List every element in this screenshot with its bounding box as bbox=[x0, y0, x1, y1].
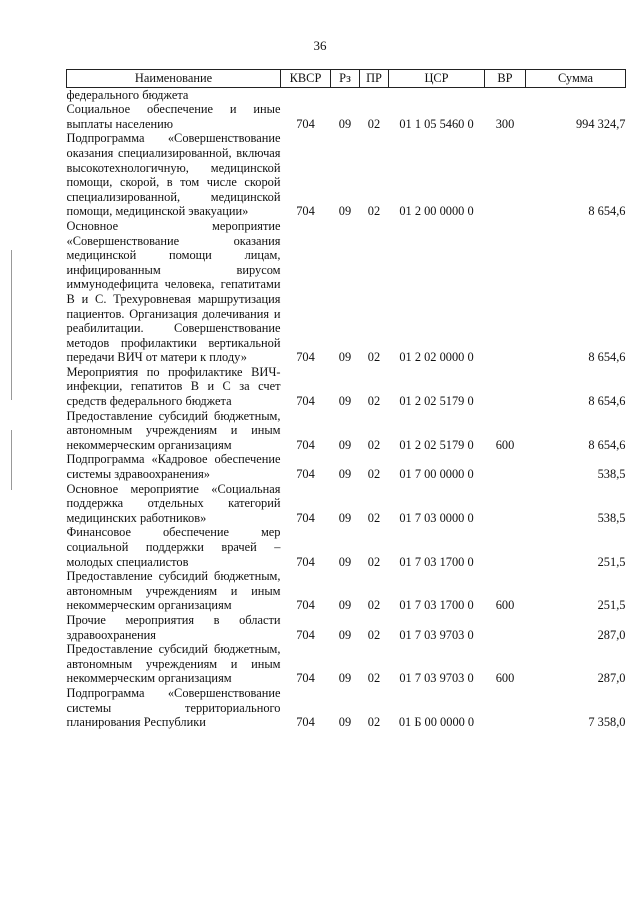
row-vr-cell: 600 bbox=[495, 671, 515, 686]
row-rz-cell: 09 bbox=[338, 116, 352, 131]
row-rz-cell: 09 bbox=[338, 715, 352, 730]
row-rz-cell: 09 bbox=[338, 467, 352, 482]
row-vr-cell: 600 bbox=[495, 437, 515, 452]
row-rz-cell: 09 bbox=[338, 627, 352, 642]
row-rz-cell bbox=[331, 87, 360, 102]
row-csr-cell: 01 7 03 9703 0 bbox=[399, 671, 474, 686]
table-row bbox=[67, 102, 626, 131]
row-vr-cell bbox=[485, 613, 526, 642]
row-vr-cell bbox=[485, 482, 526, 526]
row-name-cell: Предоставление субсидий бюджетным, автономным учреждениям и иным некоммерческим организациям bbox=[66, 408, 281, 452]
row-vr-cell: 300 bbox=[495, 116, 515, 131]
row-sum-cell: 8 654,6 bbox=[588, 394, 626, 409]
row-sum-cell: 8 654,6 bbox=[588, 204, 626, 219]
row-csr-cell: 01 7 03 9703 0 bbox=[399, 627, 474, 642]
row-csr-cell: 01 7 03 1700 0 bbox=[399, 554, 474, 569]
row-rz-cell: 09 bbox=[338, 554, 352, 569]
row-kvsr-cell: 704 bbox=[296, 627, 315, 642]
row-vr-cell bbox=[485, 219, 526, 365]
row-vr-cell: 600 bbox=[495, 598, 515, 613]
table-row bbox=[67, 365, 626, 409]
row-pr-cell bbox=[360, 87, 389, 102]
page-number: 36 bbox=[313, 38, 327, 53]
row-csr-cell: 01 1 05 5460 0 bbox=[399, 116, 474, 131]
row-rz-cell: 09 bbox=[338, 510, 352, 525]
row-vr-cell bbox=[485, 87, 526, 102]
row-csr-cell: 01 7 03 0000 0 bbox=[399, 510, 474, 525]
row-pr-cell: 02 bbox=[367, 350, 381, 365]
row-vr-cell bbox=[485, 686, 526, 730]
row-rz-cell: 09 bbox=[338, 598, 352, 613]
row-name-cell: Предоставление субсидий бюджетным, автономным учреждениям и иным некоммерческим организациям bbox=[66, 569, 281, 613]
row-vr-cell bbox=[485, 131, 526, 219]
row-pr-cell: 02 bbox=[367, 598, 381, 613]
row-kvsr-cell: 704 bbox=[296, 437, 315, 452]
row-rz-cell: 09 bbox=[338, 204, 352, 219]
row-pr-cell: 02 bbox=[367, 554, 381, 569]
row-pr-cell: 02 bbox=[367, 116, 381, 131]
row-csr-cell: 01 Б 00 0000 0 bbox=[398, 715, 475, 730]
row-kvsr-cell: 704 bbox=[296, 350, 315, 365]
row-sum-cell: 538,5 bbox=[597, 467, 626, 482]
row-pr-cell: 02 bbox=[367, 394, 381, 409]
scan-artifact bbox=[11, 430, 12, 490]
table-row bbox=[67, 219, 626, 365]
row-pr-cell: 02 bbox=[367, 715, 381, 730]
row-sum-cell bbox=[526, 87, 626, 102]
row-name-cell: федерального бюджета bbox=[66, 87, 189, 102]
row-sum-cell: 8 654,6 bbox=[588, 437, 626, 452]
row-kvsr-cell: 704 bbox=[296, 467, 315, 482]
row-name-cell: Прочие мероприятия в области здравоохранения bbox=[66, 612, 281, 642]
row-pr-cell: 02 bbox=[367, 627, 381, 642]
budget-table bbox=[66, 69, 626, 730]
row-csr-cell: 01 7 03 1700 0 bbox=[399, 598, 474, 613]
row-name-cell: Основное мероприятие «Социальная поддержка отдельных категорий медицинских работников» bbox=[66, 481, 281, 525]
row-sum-cell: 251,5 bbox=[597, 598, 626, 613]
row-csr-cell bbox=[389, 87, 485, 102]
row-kvsr-cell: 704 bbox=[296, 204, 315, 219]
row-pr-cell: 02 bbox=[367, 510, 381, 525]
row-name-cell: Социальное обеспечение и иные выплаты населению bbox=[66, 102, 281, 131]
column-header-kvsr: КВСР bbox=[281, 70, 331, 88]
row-name-cell: Предоставление субсидий бюджетным, автономным учреждениям и иным некоммерческим организациям bbox=[66, 642, 281, 686]
table-row bbox=[67, 452, 626, 481]
row-name-cell: Основное мероприятие «Совершенствование оказания медицинской помощи лицам, инфицированным вирусом иммунодефицита человека, гепатитами В и С. Трехуровневая маршрутизация пациентов. Организация долечивания и реабилитации. Совершенствование методов профилактики вертикальной передачи ВИЧ от матери к плоду» bbox=[66, 218, 281, 365]
row-kvsr-cell: 704 bbox=[296, 715, 315, 730]
row-sum-cell: 994 324,7 bbox=[575, 116, 626, 131]
row-name-cell: Финансовое обеспечение мер социальной поддержки врачей – молодых специалистов bbox=[66, 525, 281, 569]
row-kvsr-cell: 704 bbox=[296, 598, 315, 613]
table-row bbox=[67, 409, 626, 453]
row-pr-cell: 02 bbox=[367, 671, 381, 686]
table-row bbox=[67, 686, 626, 730]
table-row bbox=[67, 613, 626, 642]
row-rz-cell: 09 bbox=[338, 394, 352, 409]
row-kvsr-cell: 704 bbox=[296, 394, 315, 409]
row-name-cell: Подпрограмма «Совершенствование системы территориального планирования Республики bbox=[66, 685, 281, 730]
row-sum-cell: 287,0 bbox=[597, 671, 626, 686]
row-rz-cell: 09 bbox=[338, 350, 352, 365]
row-kvsr-cell: 704 bbox=[296, 554, 315, 569]
table-row bbox=[67, 569, 626, 613]
table-header bbox=[67, 70, 626, 88]
row-name-cell: Подпрограмма «Кадровое обеспечение системы здравоохранения» bbox=[66, 452, 281, 482]
column-header-sum: Сумма bbox=[526, 70, 626, 88]
column-header-pr: ПР bbox=[360, 70, 389, 88]
row-vr-cell bbox=[485, 525, 526, 569]
row-kvsr-cell bbox=[281, 87, 331, 102]
row-rz-cell: 09 bbox=[338, 437, 352, 452]
row-csr-cell: 01 2 02 5179 0 bbox=[399, 437, 474, 452]
table-row bbox=[67, 525, 626, 569]
row-pr-cell: 02 bbox=[367, 437, 381, 452]
column-header-name: Наименование bbox=[67, 70, 281, 88]
column-header-vr: ВР bbox=[485, 70, 526, 88]
row-csr-cell: 01 2 00 0000 0 bbox=[399, 204, 474, 219]
row-kvsr-cell: 704 bbox=[296, 671, 315, 686]
table-row bbox=[67, 87, 626, 102]
row-sum-cell: 8 654,6 bbox=[588, 350, 626, 365]
row-csr-cell: 01 7 00 0000 0 bbox=[399, 467, 474, 482]
table-row bbox=[67, 482, 626, 526]
column-header-csr: ЦСР bbox=[389, 70, 485, 88]
row-kvsr-cell: 704 bbox=[296, 510, 315, 525]
row-pr-cell: 02 bbox=[367, 204, 381, 219]
row-vr-cell bbox=[485, 365, 526, 409]
row-name-cell: Подпрограмма «Совершенствование оказания специализированной, включая высокотехнологичную, медицинской помощи, скорой, в том числе скорой специализированной, медицинской помощи, медицинской эвакуации» bbox=[66, 131, 281, 219]
row-sum-cell: 287,0 bbox=[597, 627, 626, 642]
row-sum-cell: 251,5 bbox=[597, 554, 626, 569]
row-csr-cell: 01 2 02 5179 0 bbox=[399, 394, 474, 409]
row-kvsr-cell: 704 bbox=[296, 116, 315, 131]
row-rz-cell: 09 bbox=[338, 671, 352, 686]
row-csr-cell: 01 2 02 0000 0 bbox=[399, 350, 474, 365]
scan-artifact bbox=[11, 250, 12, 400]
table-row bbox=[67, 642, 626, 686]
column-header-rz: Рз bbox=[331, 70, 360, 88]
row-sum-cell: 538,5 bbox=[597, 510, 626, 525]
table-row bbox=[67, 131, 626, 219]
row-name-cell: Мероприятия по профилактике ВИЧ-инфекции, гепатитов В и С за счет средств федерального бюджета bbox=[66, 364, 281, 409]
row-vr-cell bbox=[485, 452, 526, 481]
row-sum-cell: 7 358,0 bbox=[588, 715, 626, 730]
row-pr-cell: 02 bbox=[367, 467, 381, 482]
